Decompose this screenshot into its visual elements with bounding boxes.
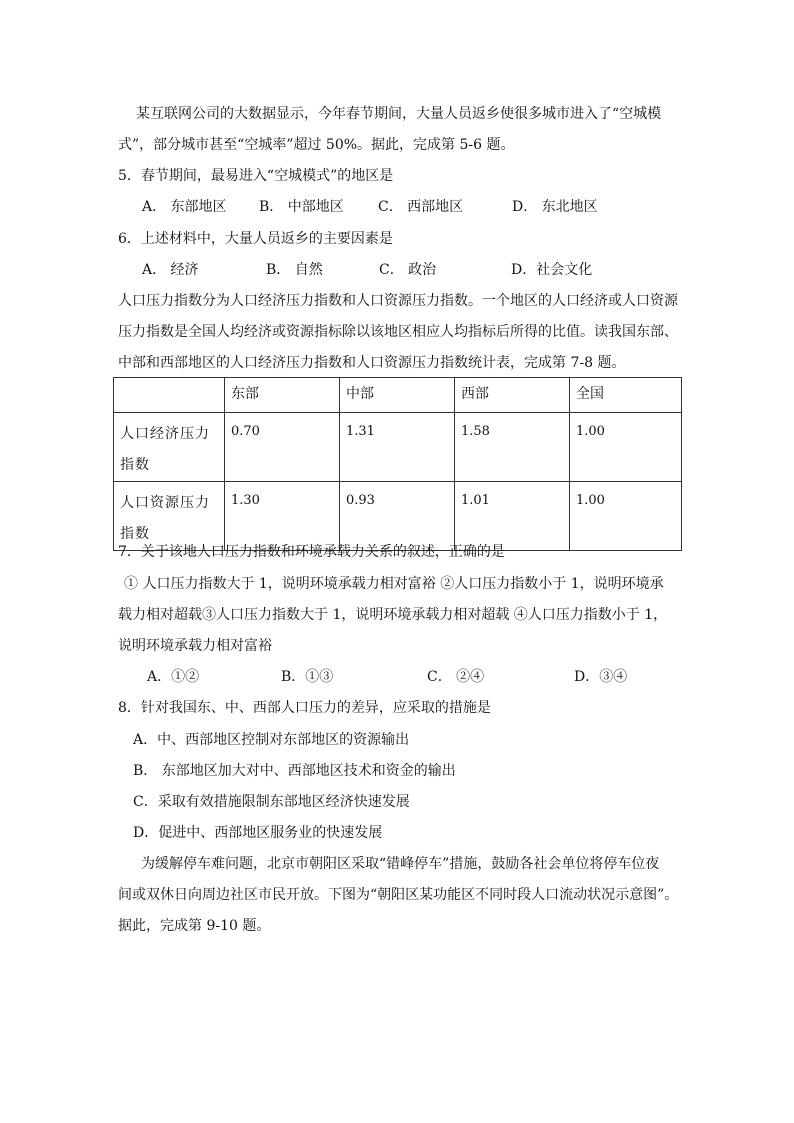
q7-line1: ① 人口压力指数大于 1，说明环境承载力相对富裕 ②人口压力指数小于 1，说明环境承 xyxy=(124,576,664,592)
q7-stem: 7．关于该地人口压力指数和环境承载力关系的叙述，正确的是 xyxy=(118,544,505,560)
table-cell: 1.00 xyxy=(570,413,682,482)
q7-option-c: C． ②④ xyxy=(427,669,485,685)
q7-option-d: D．③④ xyxy=(574,669,628,685)
table-cell: 1.58 xyxy=(455,413,570,482)
q5-option-b: B． 中部地区 xyxy=(259,199,344,215)
q6-option-a: A． 经济 xyxy=(142,262,199,278)
row-label-economic: 人口经济压力指数 xyxy=(114,413,225,482)
table-header-cell xyxy=(114,378,225,413)
intro3-line1: 为缓解停车难问题，北京市朝阳区采取“错峰停车”措施，鼓励各社会单位将停车位夜 xyxy=(141,856,660,872)
q5-stem: 5．春节期间，最易进入“空城模式”的地区是 xyxy=(118,168,394,184)
intro2-line2: 压力指数是全国人均经济或资源指标除以该地区相应人均指标后所得的比值。读我国东部、 xyxy=(118,324,678,340)
q8-option-b: B． 东部地区加大对中、西部地区技术和资金的输出 xyxy=(133,763,456,779)
q7-line2: 载力相对超载③人口压力指数大于 1，说明环境承载力相对超载 ④人口压力指数小于 1， xyxy=(118,607,668,623)
table-cell: 1.31 xyxy=(340,413,455,482)
q7-line3: 说明环境承载力相对富裕 xyxy=(118,638,272,654)
table-cell: 1.30 xyxy=(225,482,340,551)
q6-option-c: C． 政治 xyxy=(379,262,437,278)
intro3-line2: 间或双休日向周边社区市民开放。下图为“朝阳区某功能区不同时段人口流动状况示意图”。 xyxy=(118,887,679,903)
q8-option-a: A．中、西部地区控制对东部地区的资源输出 xyxy=(133,732,410,748)
table-header-cell: 西部 xyxy=(455,378,570,413)
q6-option-d: D．社会文化 xyxy=(511,262,593,278)
table-row xyxy=(114,413,682,482)
table-row xyxy=(114,482,682,551)
intro3-line3: 据此，完成第 9-10 题。 xyxy=(118,918,271,934)
pressure-index-table xyxy=(113,377,682,551)
table-header-cell: 全国 xyxy=(570,378,682,413)
q7-option-a: A．①② xyxy=(147,669,200,685)
row-label-resource: 人口资源压力指数 xyxy=(114,482,225,551)
q7-option-b: B．①③ xyxy=(281,669,334,685)
q8-stem: 8．针对我国东、中、西部人口压力的差异，应采取的措施是 xyxy=(118,700,491,716)
intro1-line2: 式”，部分城市甚至“空城率”超过 50%。据此，完成第 5-6 题。 xyxy=(118,137,515,153)
q5-option-d: D． 东北地区 xyxy=(512,199,598,215)
q8-option-d: D．促进中、西部地区服务业的快速发展 xyxy=(133,825,383,841)
table-cell: 1.01 xyxy=(455,482,570,551)
q8-option-c: C．采取有效措施限制东部地区经济快速发展 xyxy=(133,794,410,810)
table-header-cell: 东部 xyxy=(225,378,340,413)
intro1-line1: 某互联网公司的大数据显示，今年春节期间，大量人员返乡使很多城市进入了“空城模 xyxy=(136,106,662,122)
q6-stem: 6．上述材料中，大量人员返乡的主要因素是 xyxy=(118,231,393,247)
q5-option-a: A． 东部地区 xyxy=(142,199,227,215)
table-header-row xyxy=(114,378,682,413)
q6-option-b: B． 自然 xyxy=(266,262,323,278)
table-cell: 1.00 xyxy=(570,482,682,551)
intro2-line3: 中部和西部地区的人口经济压力指数和人口资源压力指数统计表，完成第 7-8 题。 xyxy=(118,355,626,371)
q5-option-c: C． 西部地区 xyxy=(378,199,464,215)
table-cell: 0.93 xyxy=(340,482,455,551)
table-header-cell: 中部 xyxy=(340,378,455,413)
table-cell: 0.70 xyxy=(225,413,340,482)
intro2-line1: 人口压力指数分为人口经济压力指数和人口资源压力指数。一个地区的人口经济或人口资源 xyxy=(118,293,678,309)
